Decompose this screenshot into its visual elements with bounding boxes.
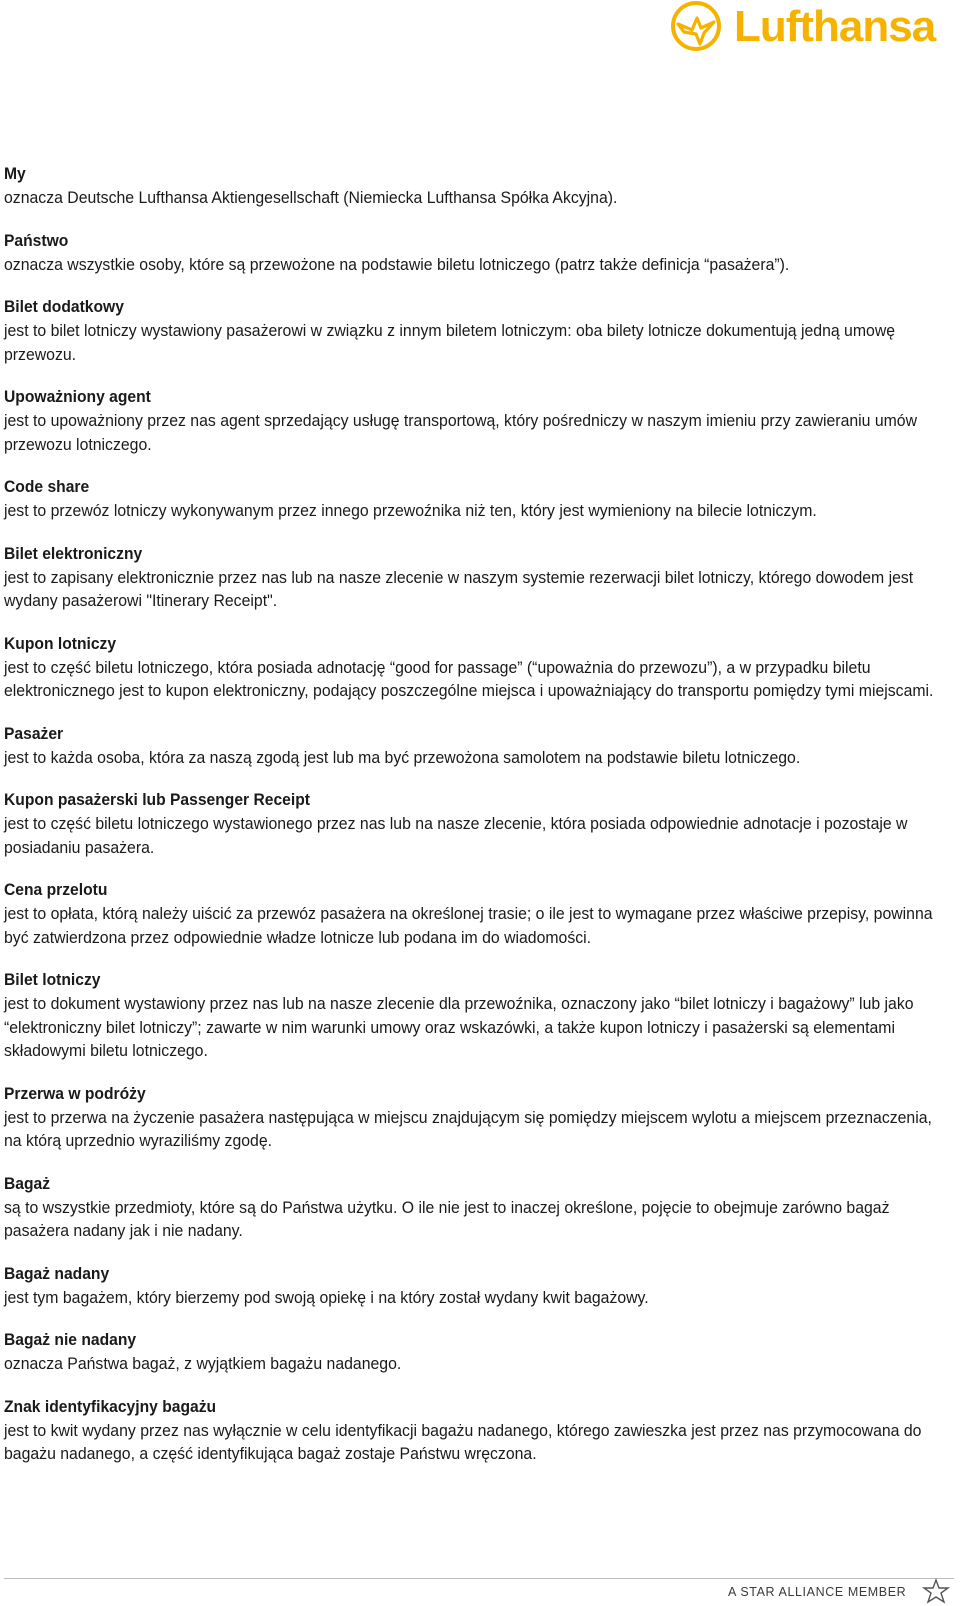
brand-wordmark: Lufthansa — [734, 2, 936, 51]
definition-text: oznacza wszystkie osoby, które są przewożone na podstawie biletu lotniczego (patrz także definicja “pasażera”). — [4, 254, 790, 274]
definition-entry — [4, 968, 946, 1063]
footer-divider — [4, 1578, 954, 1579]
definition-term: Bagaż nie nadany — [4, 1330, 137, 1349]
definition-term: Kupon lotniczy — [4, 633, 117, 653]
definition-entry — [4, 632, 946, 703]
page-header — [0, 0, 960, 60]
star-alliance-icon — [920, 1578, 952, 1604]
definition-term: Państwo — [4, 230, 69, 250]
definition-term: Bilet dodatkowy — [4, 297, 124, 316]
definition-text: oznacza Deutsche Lufthansa Aktiengesellschaft (Niemiecka Lufthansa Spółka Akcyjna). — [4, 188, 618, 207]
definition-term: Bilet elektroniczny — [4, 543, 143, 563]
definition-entry — [4, 1328, 946, 1376]
definition-text: jest to upoważniony przez nas agent sprzedający usługę transportową, który pośredniczy w naszym imieniu przy zawieraniu umów przewozu lotniczego. — [4, 411, 918, 454]
definition-text: jest to bilet lotniczy wystawiony pasażerowi w związku z innym biletem lotniczym: oba bilety lotnicze dokumentują jedną umowę przewozu. — [4, 321, 896, 364]
definition-term: Znak identyfikacyjny bagażu — [4, 1396, 217, 1416]
definition-text: jest to dokument wystawiony przez nas lub na nasze zlecenie dla przewoźnika, oznaczony jako “bilet lotniczy i bagażowy” lub jako “elektroniczny bilet lotniczy”; zawarte w nim warunki umowy oraz wskazówki, a także kupon lotniczy i pasażerski są elementami składowymi biletu lotniczego. — [4, 994, 914, 1060]
definition-text: oznacza Państwa bagaż, z wyjątkiem bagażu nadanego. — [4, 1354, 402, 1373]
definition-text: jest to kwit wydany przez nas wyłącznie w celu identyfikacji bagażu nadanego, którego zawieszka jest przez nas przymocowana do bagażu nadanego, a część identyfikująca bagaż zostaje Państwu wręczona. — [4, 1420, 922, 1463]
definition-entry — [4, 788, 946, 859]
definition-entry — [4, 1395, 946, 1466]
definition-entry — [4, 722, 946, 770]
star-alliance-label: A STAR ALLIANCE MEMBER — [728, 1585, 907, 1599]
definition-term: Cena przelotu — [4, 880, 108, 899]
definition-text: jest to przerwa na życzenie pasażera następująca w miejscu znajdującym się pomiędzy miejscem wylotu a miejscem przeznaczenia, na którą uprzednio wyraziliśmy zgodę. — [4, 1107, 932, 1150]
definition-text: jest to część biletu lotniczego wystawionego przez nas lub na nasze zlecenie, która posiada odpowiednie adnotacje i pozostaje w posiadaniu pasażera. — [4, 814, 908, 857]
definition-term: Kupon pasażerski lub Passenger Receipt — [4, 790, 310, 809]
definition-text: jest to każda osoba, która za naszą zgodą jest lub ma być przewożona samolotem na podstawie biletu lotniczego. — [4, 747, 801, 767]
definition-text: jest tym bagażem, który bierzemy pod swoją opiekę i na który został wydany kwit bagażowy. — [4, 1287, 649, 1307]
definition-entry — [4, 1262, 946, 1310]
definition-text: są to wszystkie przedmioty, które są do Państwa użytku. O ile nie jest to inaczej określone, pojęcie to obejmuje zarówno bagaż pasażera nadany jak i nie nadany. — [4, 1197, 890, 1240]
definition-text: jest to opłata, którą należy uiścić za przewóz pasażera na określonej trasie; o ile jest to wymagane przez właściwe przepisy, powinna być zatwierdzona przez odpowiednie władze lotnicze lub podana im do wiadomości. — [4, 904, 933, 947]
definition-entry — [4, 229, 946, 277]
definition-entry — [4, 542, 946, 613]
definition-term: My — [4, 164, 26, 183]
definitions-list — [4, 162, 946, 1485]
definition-entry — [4, 162, 946, 210]
definition-entry — [4, 385, 946, 456]
lufthansa-crane-logo-icon — [670, 0, 722, 52]
definition-text: jest to przewóz lotniczy wykonywanym przez innego przewoźnika niż ten, który jest wymieniony na bilecie lotniczym. — [4, 501, 817, 520]
definition-term: Przerwa w podróży — [4, 1083, 146, 1103]
definition-text: jest to część biletu lotniczego, która posiada adnotację “good for passage” (“upoważnia do przewozu”), a w przypadku biletu elektronicznego jest to kupon elektroniczny, podający poszczególne miejsca i upoważniający do transportu pomiędzy tymi miejscami. — [4, 657, 934, 700]
definition-term: Code share — [4, 477, 90, 496]
definition-text: jest to zapisany elektronicznie przez nas lub na nasze zlecenie w naszym systemie rezerwacji bilet lotniczy, którego dowodem jest wydany pasażerowi "Itinerary Receipt". — [4, 567, 914, 610]
definition-term: Bilet lotniczy — [4, 970, 101, 989]
definition-entry — [4, 1172, 946, 1243]
definition-entry — [4, 295, 946, 366]
definition-term: Bagaż — [4, 1173, 51, 1193]
definition-entry — [4, 1082, 946, 1153]
definition-entry — [4, 878, 946, 949]
definition-term: Upoważniony agent — [4, 387, 151, 406]
definition-term: Pasażer — [4, 723, 64, 743]
definition-term: Bagaż nadany — [4, 1263, 110, 1283]
definition-entry — [4, 475, 946, 523]
